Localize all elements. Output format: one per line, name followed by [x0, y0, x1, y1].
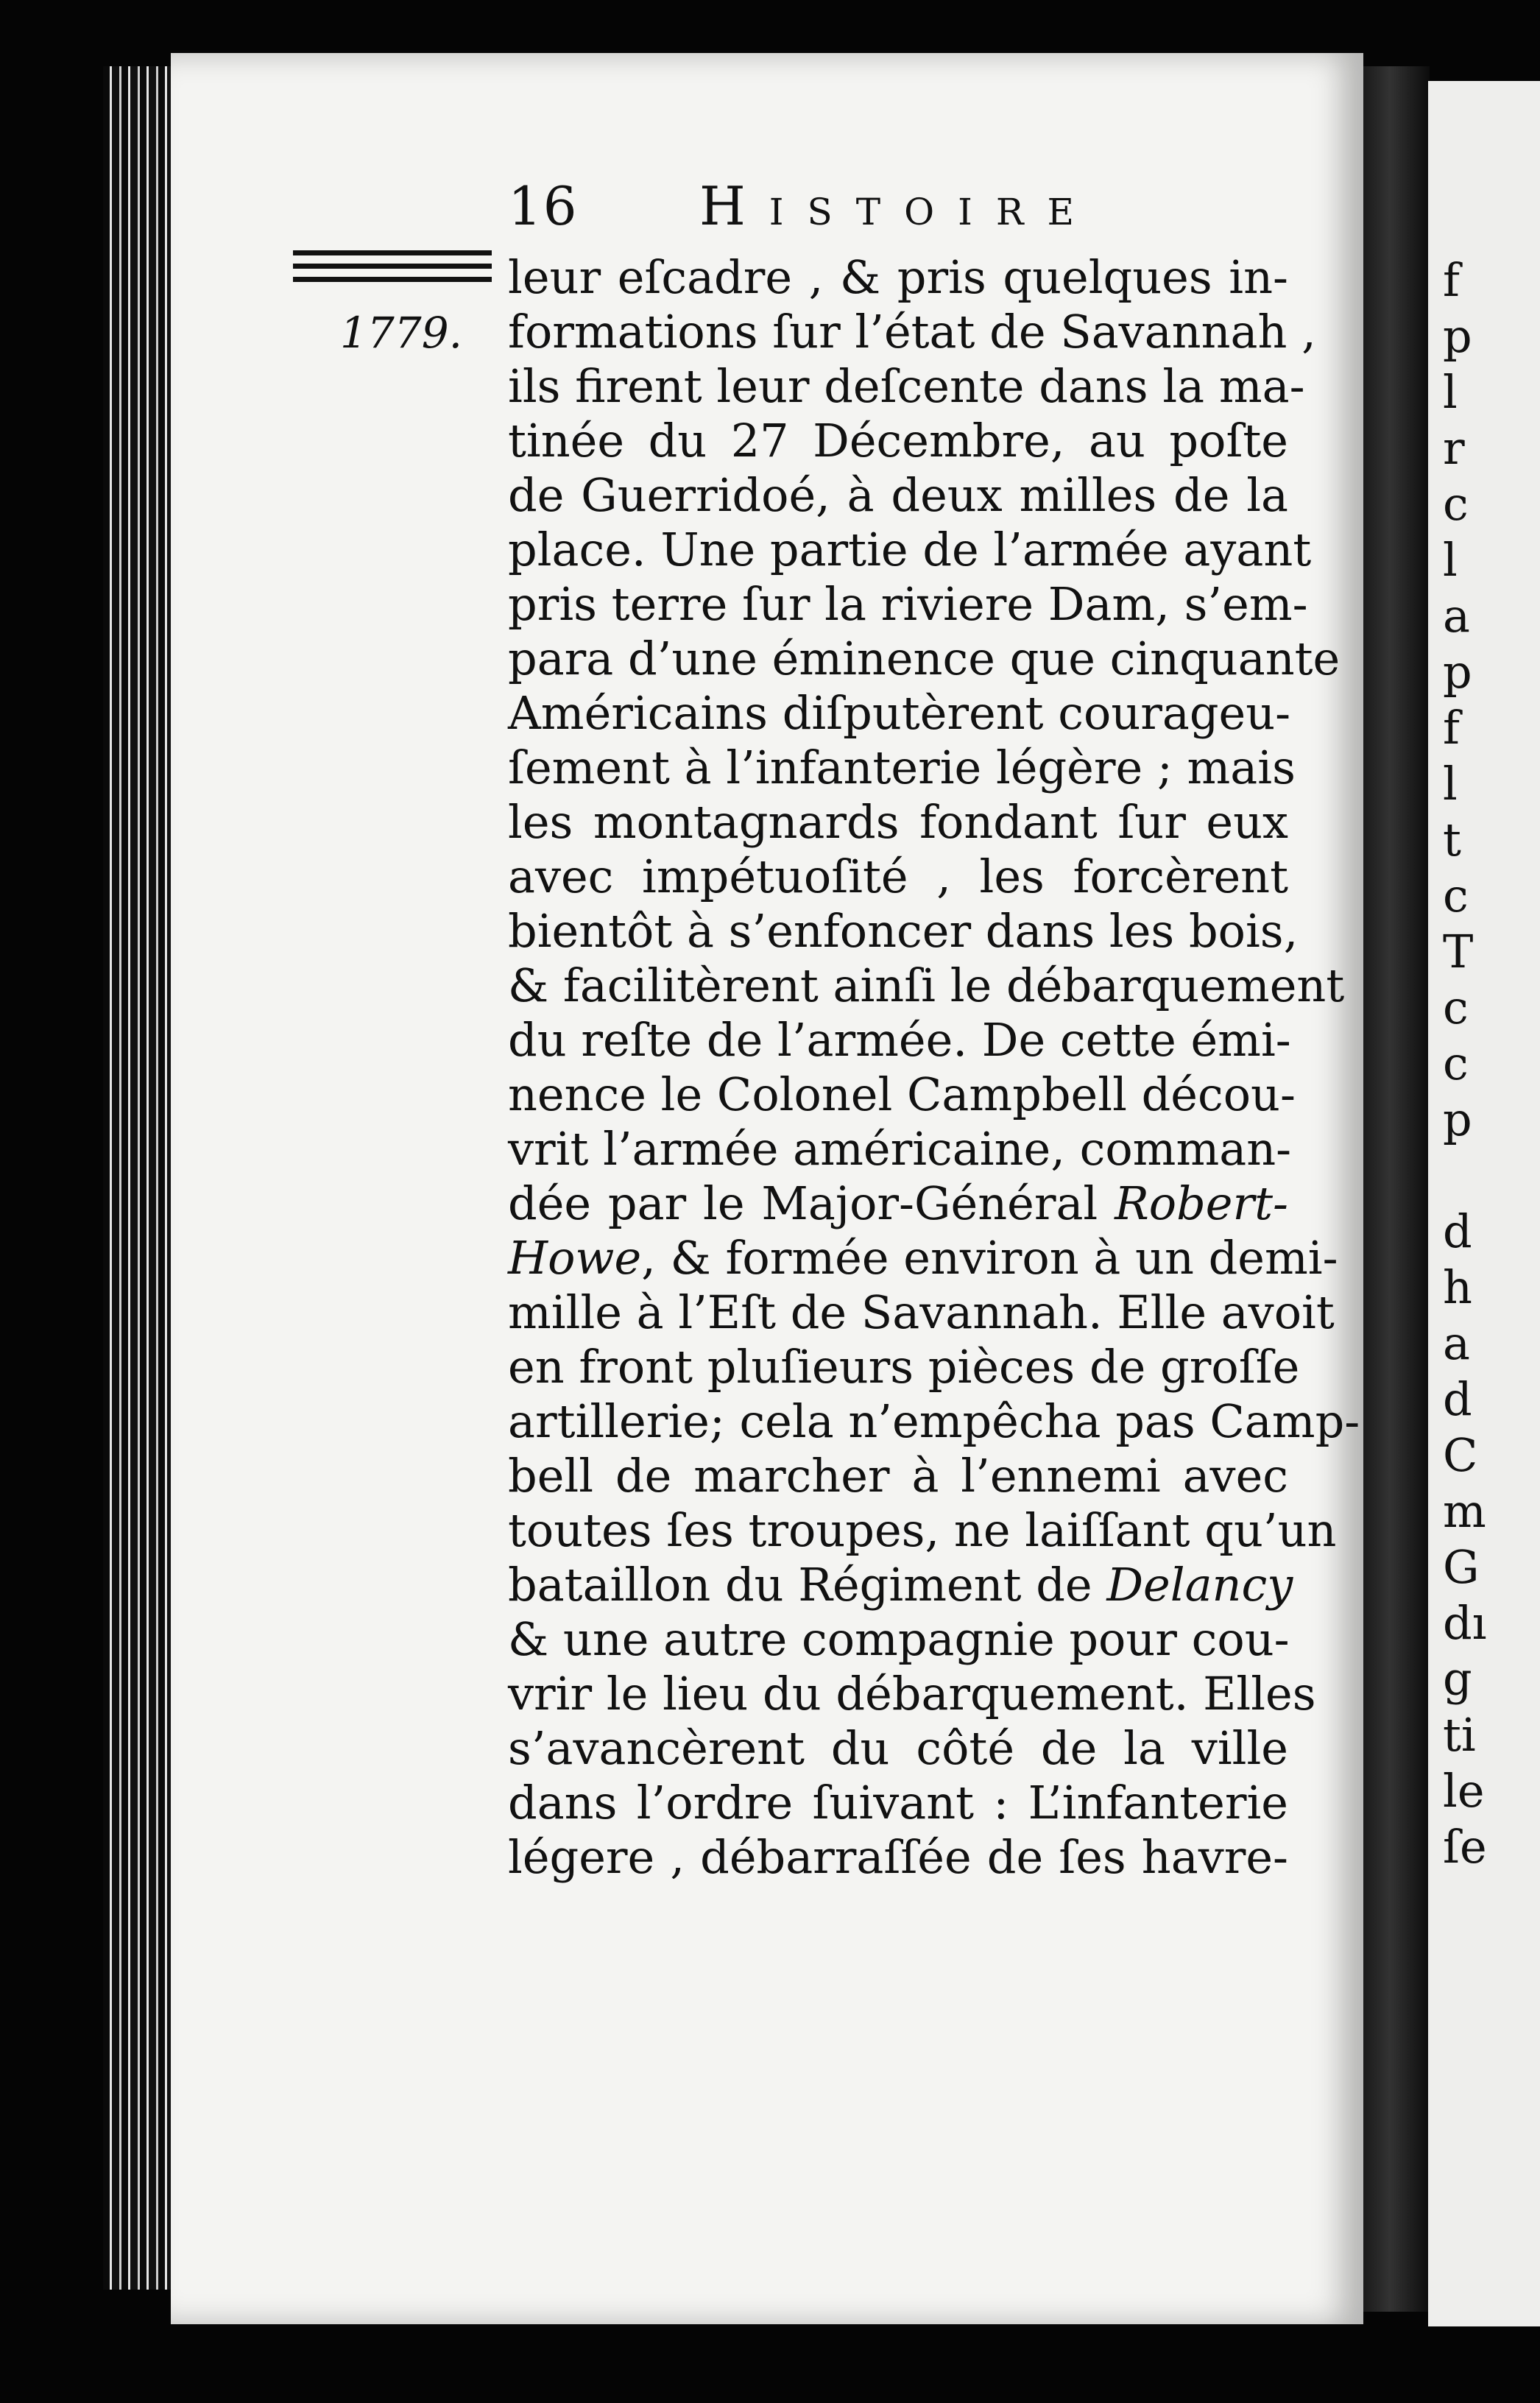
facing-page-fragment: l — [1443, 757, 1458, 811]
facing-page-fragment: c — [1443, 1037, 1469, 1090]
text-line-with-name — [508, 1176, 1288, 1231]
page-number: 16 — [508, 175, 579, 237]
text-line: ils firent leur deſcente dans la ma- — [508, 359, 1305, 413]
book-edge — [103, 66, 177, 2290]
facing-page-fragment: p — [1443, 645, 1472, 699]
text-line: les montagnards fondant ſur eux — [508, 795, 1288, 849]
facing-page-fragment: ſe — [1443, 1820, 1487, 1874]
facing-page-fragment: ti — [1443, 1708, 1476, 1762]
text-line: Américains diſputèrent courageu- — [508, 686, 1291, 740]
facing-page-fragment: c — [1443, 869, 1469, 922]
text-line: tinée du 27 Décembre, au poſte — [508, 414, 1288, 467]
text-line: leur eſcadre , & pris quelques in- — [508, 250, 1288, 304]
text-line: bientôt à s’enfoncer dans les bois, — [508, 904, 1299, 958]
facing-page-fragment: a — [1443, 1316, 1470, 1370]
facing-page-fragment: m — [1443, 1484, 1486, 1538]
margin-rule — [293, 264, 492, 269]
facing-page-fragment: l — [1443, 365, 1458, 419]
text-line: mille à l’Eſt de Savannah. Elle avoit — [508, 1285, 1335, 1339]
facing-page-edge — [1428, 81, 1540, 2326]
facing-page-fragment: p — [1443, 309, 1472, 363]
text-line: & une autre compagnie pour cou- — [508, 1612, 1290, 1666]
text-line: pris terre ſur la riviere Dam, s’em- — [508, 577, 1308, 631]
facing-page-fragment: c — [1443, 477, 1469, 531]
facing-page-fragment: p — [1443, 1093, 1472, 1146]
text-line: de Guerridoé, à deux milles de la — [508, 468, 1288, 522]
facing-page-fragment: d — [1443, 1204, 1472, 1258]
text-line: s’avancèrent du côté de la ville — [508, 1721, 1288, 1775]
margin-year: 1779. — [340, 308, 463, 358]
text-line: formations ſur l’état de Savannah , — [508, 305, 1316, 359]
margin-rule — [293, 250, 492, 255]
facing-page-fragment: le — [1443, 1764, 1485, 1818]
facing-page-fragment: f — [1443, 253, 1460, 307]
running-title: Histoire — [699, 175, 1098, 237]
facing-page-fragment: T — [1443, 925, 1474, 978]
text-segment: bataillon du Régiment de — [508, 1558, 1092, 1612]
text-line: dans l’ordre ſuivant : L’infanterie — [508, 1776, 1288, 1829]
facing-page-fragment: C — [1443, 1428, 1478, 1482]
facing-page-fragment: h — [1443, 1260, 1472, 1314]
text-line: légere , débarraſſée de ſes havre- — [508, 1830, 1288, 1884]
facing-page-fragment: g — [1443, 1652, 1472, 1706]
text-line: nence le Colonel Campbell décou- — [508, 1068, 1296, 1121]
margin-rule — [293, 277, 492, 282]
facing-page-fragment: r — [1443, 421, 1465, 475]
text-line-with-name — [508, 1558, 1293, 1612]
facing-page-fragment: f — [1443, 701, 1460, 755]
text-line: avec impétuoſité , les forcèrent — [508, 850, 1288, 903]
text-line: para d’une éminence que cinquante — [508, 632, 1341, 685]
text-line: artillerie; cela n’empêcha pas Camp- — [508, 1394, 1360, 1448]
facing-page-fragment: d — [1443, 1372, 1472, 1426]
text-line-with-name — [508, 1231, 1338, 1285]
italic-name: Delancy — [1106, 1558, 1293, 1612]
text-line: vrit l’armée américaine, comman- — [508, 1122, 1292, 1176]
page-gutter-shadow — [1363, 66, 1430, 2312]
text-line: bell de marcher à l’ennemi avec — [508, 1449, 1288, 1503]
text-line: du reſte de l’armée. De cette émi- — [508, 1013, 1291, 1067]
text-segment: , & formée environ à un demi- — [641, 1231, 1338, 1285]
facing-page-fragment: dı — [1443, 1596, 1487, 1650]
body-text — [508, 250, 1360, 1885]
text-segment: dée par le Major-Général — [508, 1176, 1098, 1230]
facing-page-fragment: t — [1443, 813, 1461, 867]
text-line: en front pluſieurs pièces de groſſe — [508, 1340, 1300, 1394]
facing-page-fragment: a — [1443, 589, 1470, 643]
text-line: vrir le lieu du débarquement. Elles — [508, 1667, 1316, 1721]
italic-name: Robert- — [1115, 1176, 1288, 1230]
facing-page-fragment: G — [1443, 1540, 1480, 1594]
running-head — [508, 175, 1285, 237]
text-line: toutes ſes troupes, ne laiſſant qu’un — [508, 1503, 1337, 1557]
facing-page-fragment: l — [1443, 533, 1458, 587]
italic-name: Howe — [508, 1231, 642, 1285]
facing-page-fragment: c — [1443, 981, 1469, 1034]
text-line: & facilitèrent ainſi le débarquement — [508, 959, 1345, 1012]
text-line: place. Une partie de l’armée ayant — [508, 523, 1312, 576]
text-line: ſement à l’infanterie légère ; mais — [508, 741, 1296, 794]
